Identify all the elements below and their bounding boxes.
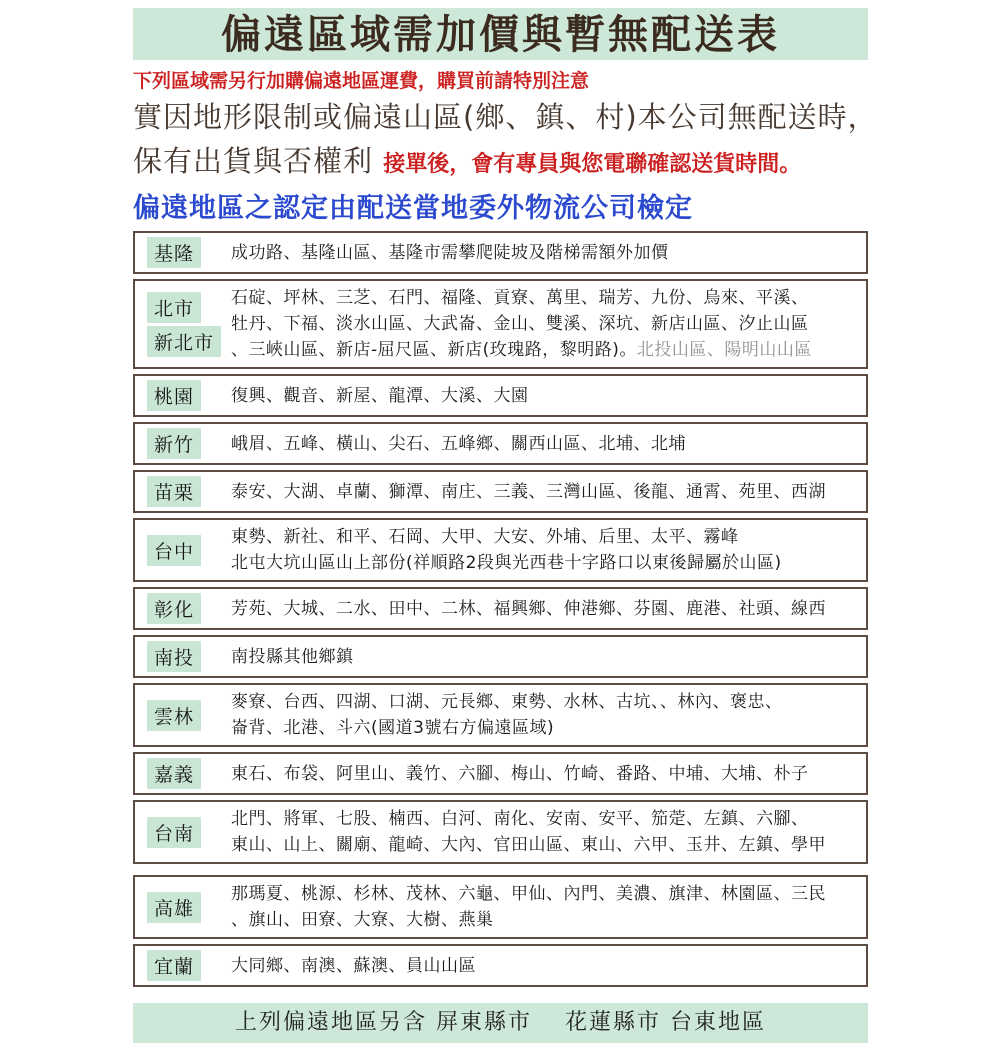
region-label-column [147,428,231,459]
region-content [231,761,860,787]
table-row [133,587,868,630]
region-label-column [147,237,231,268]
region-label: 新竹 [147,428,201,459]
region-line: 那瑪夏、桃源、杉林、茂林、六龜、甲仙、內門、美濃、旗津、林園區、三民 [231,884,826,904]
region-content [231,524,860,576]
region-label: 高雄 [147,892,201,923]
region-content [231,806,860,858]
region-line: 東勢、新社、和平、石岡、大甲、大安、外埔、后里、太平、霧峰 [231,527,739,547]
page-title: 偏遠區域需加價與暫無配送表 [133,8,868,60]
region-line: 北門、將軍、七股、楠西、白河、南化、安南、安平、笳萣、左鎮、六腳、 [231,809,809,829]
table-row [133,875,868,939]
gray-region-text: 北投山區、陽明山山區 [636,340,812,360]
region-line: 復興、觀音、新屋、龍潭、大溪、大園 [231,385,529,406]
region-line: 大同鄉、南澳、蘇澳、員山山區 [231,955,476,976]
region-label: 台南 [147,817,201,848]
region-label: 新北市 [147,326,221,357]
policy-line-2-red-text: 接單後，會有專員與您電聯確認送貨時間。 [383,151,802,176]
region-line: 峨眉、五峰、橫山、尖石、五峰鄉、關西山區、北埔、北埔 [231,433,686,454]
table-row [133,635,868,678]
table-row [133,752,868,795]
table-row [133,374,868,417]
region-label: 苗栗 [147,476,201,507]
region-content [231,240,860,266]
region-label: 桃園 [147,380,201,411]
region-line: 北屯大坑山區山上部份(祥順路2段與光西巷十字路口以東後歸屬於山區) [231,553,782,573]
region-line: 芳苑、大城、二水、田中、二林、福興鄉、伸港鄉、芬園、鹿港、社頭、線西 [231,598,826,619]
region-line: 東石、布袋、阿里山、義竹、六腳、梅山、竹崎、番路、中埔、大埔、朴子 [231,763,809,784]
region-line: 、旗山、田寮、大寮、大樹、燕巢 [231,910,494,930]
region-label-column [147,641,231,672]
verification-note-text: 偏遠地區之認定由配送當地委外物流公司檢定 [133,193,693,224]
region-label: 北市 [147,292,201,323]
policy-line-1-text: 實因地形限制或偏遠山區(鄉、鎮、村)本公司無配送時， [133,100,878,134]
region-content [231,644,860,670]
remote-area-surcharge-notice [0,8,1000,1035]
region-label-column [147,593,231,624]
region-label: 嘉義 [147,758,201,789]
policy-line-2 [133,141,1000,184]
region-label-column [147,950,231,981]
region-line: 南投縣其他鄉鎮 [231,646,354,667]
table-row [133,518,868,582]
region-content [231,479,860,505]
region-line: 泰安、大湖、卓蘭、獅潭、南庄、三義、三灣山區、後龍、通霄、苑里、西湖 [231,481,826,502]
region-line: 東山、山上、關廟、龍崎、大內、官田山區、東山、六甲、玉井、左鎮、學甲 [231,835,826,855]
region-label-column [147,476,231,507]
region-content [231,383,860,409]
region-content [231,881,860,933]
region-label-column [147,700,231,731]
table-row [133,422,868,465]
policy-line-2-dark-text: 保有出貨與否權利 [133,144,384,178]
region-label: 南投 [147,641,201,672]
shipping-table [133,231,868,987]
region-label-column [147,892,231,923]
region-label: 台中 [147,535,201,566]
region-line: 石碇、坪林、三芝、石門、福隆、貢寮、萬里、瑞芳、九份、烏來、平溪、 [231,288,809,308]
region-label-column [147,817,231,848]
region-line: 崙背、北港、斗六(國道3號右方偏遠區域) [231,718,555,738]
region-label: 宜蘭 [147,950,201,981]
footer-additional-regions: 上列偏遠地區另含 屏東縣市 花蓮縣市 台東地區 [133,1003,868,1043]
region-line: 麥寮、台西、四湖、口湖、元長鄉、東勢、水林、古坑、、林內、褒忠、 [231,692,783,712]
table-row [133,944,868,987]
region-label-column [147,535,231,566]
region-line: 、三峽山區、新店-屈尺區、新店(玫瑰路，黎明路)。北投山區、陽明山山區 [231,340,812,360]
region-line: 成功路、基隆山區、基隆市需攀爬陡坡及階梯需額外加價 [231,242,669,263]
region-content [231,285,860,363]
region-label-column [147,292,231,357]
region-label: 基隆 [147,237,201,268]
region-content [231,596,860,622]
table-row [133,231,868,274]
region-label-column [147,380,231,411]
surcharge-warning-text: 下列區域需另行加購偏遠地區運費，購買前請特別注意 [133,71,590,92]
table-row [133,470,868,513]
region-label: 彰化 [147,593,201,624]
table-row [133,683,868,747]
region-label-column [147,758,231,789]
region-label: 雲林 [147,700,201,731]
region-line: 牡丹、下福、淡水山區、大武崙、金山、雙溪、深坑、新店山區、汐止山區 [231,314,809,334]
policy-line-1 [133,97,1000,137]
region-content [231,953,860,979]
table-row [133,279,868,369]
region-content [231,431,860,457]
region-content [231,689,860,741]
table-row [133,800,868,864]
